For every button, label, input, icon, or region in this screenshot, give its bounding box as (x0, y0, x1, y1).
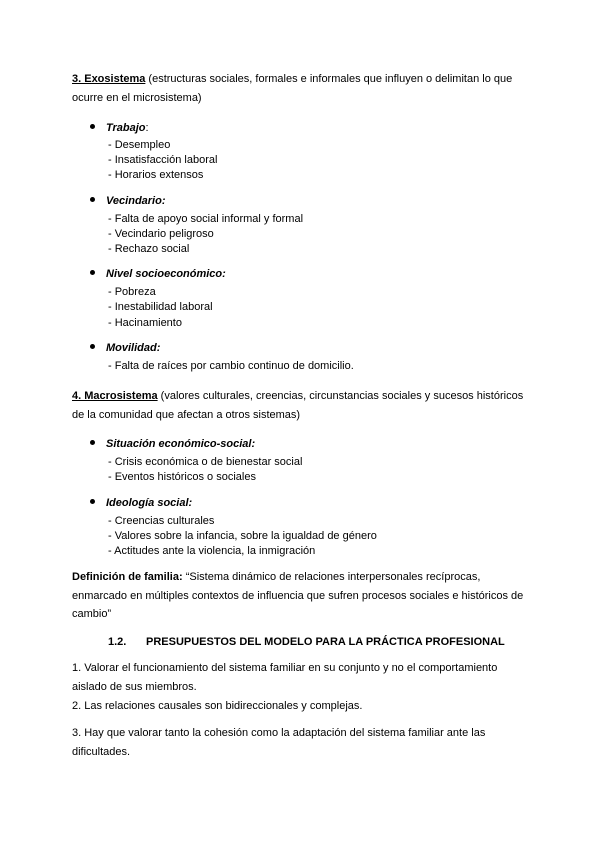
definicion-text-1: “Sistema dinámico de relaciones interpersonales recíprocas, (182, 571, 481, 583)
punto-1 (72, 659, 527, 696)
macrosistema-paragraph (72, 387, 527, 424)
list-item: - Creencias culturales (108, 515, 215, 527)
bullet-trabajo (90, 121, 149, 136)
exosistema-desc-2: ocurre en el microsistema) (72, 91, 202, 104)
bullet-vecindario (90, 194, 166, 209)
bullet-situacion-economico-social (90, 437, 255, 452)
bullet-label: Ideología social: (106, 497, 193, 509)
bullet-label: Nivel socioeconómico: (106, 268, 226, 280)
list-item: - Rechazo social (108, 243, 190, 255)
exosistema-desc-1: (estructuras sociales, formales e informales que influyen o delimitan lo que (145, 73, 513, 85)
definicion-text-3: cambio” (72, 608, 112, 620)
punto-text: 2. Las relaciones causales son bidireccionales y complejas. (72, 700, 363, 712)
bullet-icon (90, 124, 95, 129)
list-item: - Hacinamiento (108, 317, 182, 329)
bullet-icon (90, 270, 95, 275)
list-item: - Inestabilidad laboral (108, 301, 213, 313)
exosistema-title: 3. Exosistema (72, 73, 146, 85)
list-item: - Falta de raíces por cambio continuo de domicilio. (108, 360, 354, 372)
bullet-label: Situación económico-social: (106, 438, 256, 450)
list-item: - Eventos históricos o sociales (108, 471, 256, 483)
list-item: - Falta de apoyo social informal y formal (108, 213, 304, 225)
definicion-familia-paragraph (72, 568, 527, 624)
list-item: - Desempleo (108, 139, 171, 151)
bullet-label: Movilidad: (106, 342, 161, 354)
bullet-icon (90, 197, 95, 202)
punto-text: aislado de sus miembros. (72, 680, 197, 693)
punto-2 (72, 697, 527, 716)
punto-text: dificultades. (72, 745, 131, 758)
bullet-suffix: : (145, 122, 149, 134)
bullet-movilidad (90, 341, 160, 356)
definicion-text-2: enmarcado en múltiples contextos de influencia que sufren procesos sociales e históricos de (72, 589, 524, 602)
section-title: PRESUPUESTOS DEL MODELO PARA LA PRÁCTICA PROFESIONAL (146, 636, 505, 648)
bullet-nivel-socioeconomico (90, 267, 226, 282)
section-heading (108, 635, 505, 650)
bullet-label: Vecindario: (106, 195, 166, 207)
bullet-icon (90, 499, 95, 504)
definicion-label: Definición de familia: (72, 571, 183, 583)
macrosistema-desc-1: (valores culturales, creencias, circunstancias sociales y sucesos históricos (157, 390, 524, 402)
punto-text: 3. Hay que valorar tanto la cohesión como la adaptación del sistema familiar ante las (72, 727, 486, 739)
list-item: - Horarios extensos (108, 169, 204, 181)
bullet-label: Trabajo (106, 122, 146, 134)
list-item: - Pobreza (108, 286, 156, 298)
punto-3 (72, 724, 527, 761)
punto-text: 1. Valorar el funcionamiento del sistema familiar en su conjunto y no el comportamiento (72, 662, 498, 674)
section-number: 1.2. (108, 636, 127, 648)
bullet-icon (90, 344, 95, 349)
bullet-icon (90, 440, 95, 445)
bullet-ideologia-social (90, 496, 192, 511)
list-item: - Actitudes ante la violencia, la inmigración (108, 545, 316, 557)
macrosistema-title: 4. Macrosistema (72, 390, 158, 402)
macrosistema-desc-2: de la comunidad que afectan a otros sistemas) (72, 408, 301, 421)
exosistema-paragraph (72, 70, 527, 107)
list-item: - Vecindario peligroso (108, 228, 214, 240)
list-item: - Crisis económica o de bienestar social (108, 456, 303, 468)
list-item: - Valores sobre la infancia, sobre la igualdad de género (108, 530, 377, 542)
list-item: - Insatisfacción laboral (108, 154, 218, 166)
